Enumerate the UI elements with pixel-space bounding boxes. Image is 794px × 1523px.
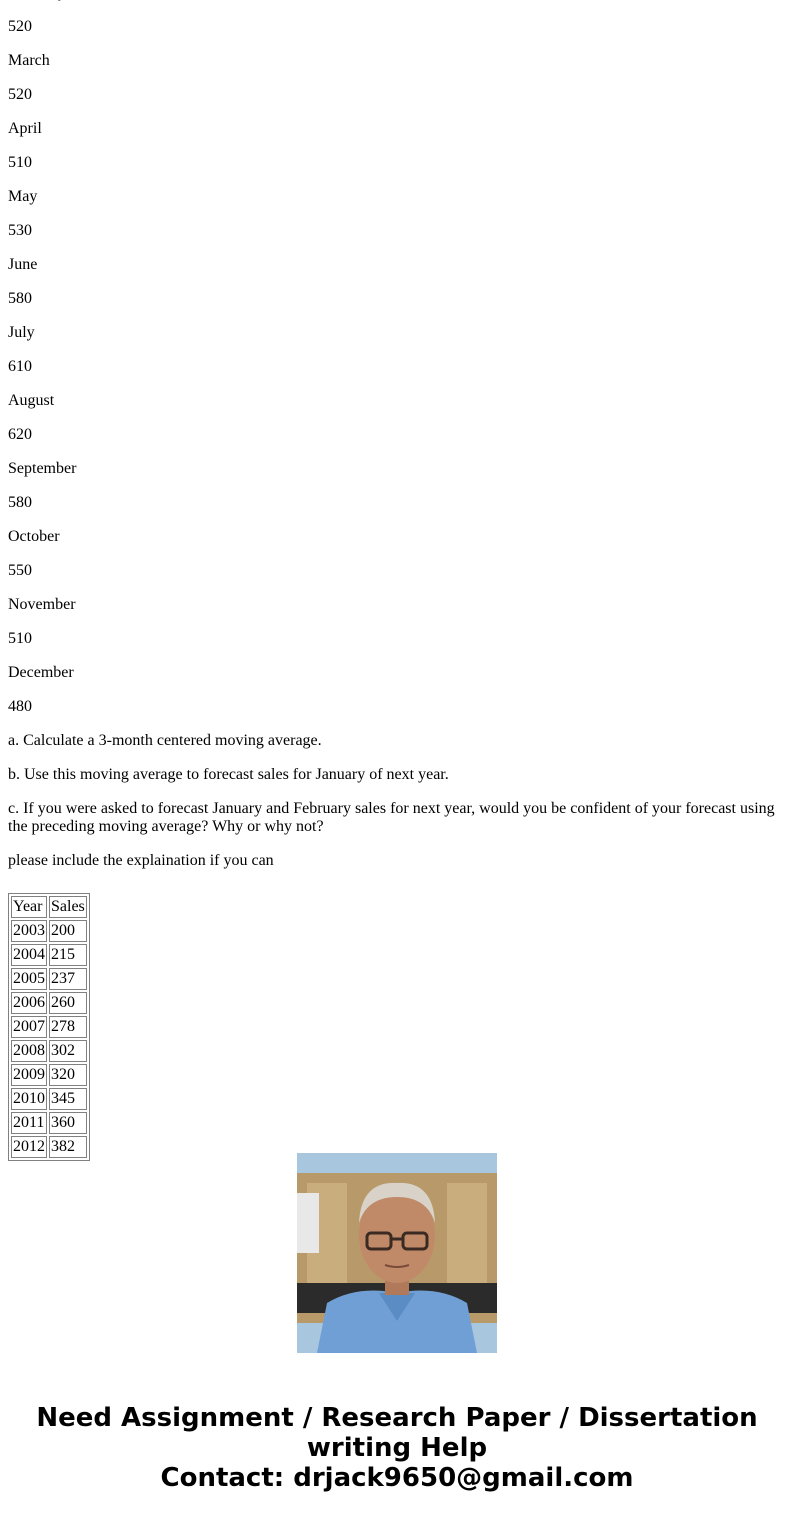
header-year: Year xyxy=(11,896,47,918)
table-row xyxy=(11,944,87,966)
month-label: November xyxy=(8,596,76,613)
sales-cell: 200 xyxy=(49,920,87,942)
avatar xyxy=(297,1153,497,1353)
contact-email[interactable]: Contact: drjack9650@gmail.com xyxy=(160,1463,634,1493)
sales-table xyxy=(8,893,90,1161)
year-cell: 2009 xyxy=(11,1064,47,1086)
sales-table-container xyxy=(8,893,90,1155)
question-a: a. Calculate a 3-month centered moving average. xyxy=(8,732,322,749)
table-row xyxy=(11,1088,87,1110)
sales-value: 610 xyxy=(8,358,32,375)
explanation-note: please include the explaination if you can xyxy=(8,852,274,869)
sales-cell: 345 xyxy=(49,1088,87,1110)
year-cell: 2011 xyxy=(11,1112,47,1134)
promo-section xyxy=(0,1153,794,1493)
month-label: August xyxy=(8,392,55,409)
sales-value: 580 xyxy=(8,494,32,511)
table-row xyxy=(11,1064,87,1086)
year-cell: 2012 xyxy=(11,1136,47,1158)
year-cell: 2010 xyxy=(11,1088,47,1110)
year-cell: 2005 xyxy=(11,968,47,990)
sales-value: 520 xyxy=(8,18,32,35)
document-body xyxy=(8,0,786,886)
table-row xyxy=(11,968,87,990)
month-label xyxy=(8,0,786,2)
sales-cell: 278 xyxy=(49,1016,87,1038)
promo-headline: Need Assignment / Research Paper / Dissertation writing Help xyxy=(36,1403,758,1463)
sales-cell: 237 xyxy=(49,968,87,990)
month-label: June xyxy=(8,256,38,273)
sales-value: 620 xyxy=(8,426,32,443)
year-cell: 2003 xyxy=(11,920,47,942)
person-photo-icon xyxy=(297,1153,497,1353)
promo-message xyxy=(0,1403,794,1493)
month-label: March xyxy=(8,52,50,69)
table-row xyxy=(11,1040,87,1062)
sales-cell: 382 xyxy=(49,1136,87,1158)
sales-value: 580 xyxy=(8,290,32,307)
question-c: c. If you were asked to forecast January and February sales for next year, would you be confident of your forecast using the preceding moving average? Why or why not? xyxy=(8,800,775,835)
month-label: May xyxy=(8,188,38,205)
year-cell: 2006 xyxy=(11,992,47,1014)
sales-value: 550 xyxy=(8,562,32,579)
month-label: July xyxy=(8,324,35,341)
month-label: September xyxy=(8,460,77,477)
table-row xyxy=(11,1112,87,1134)
table-row xyxy=(11,920,87,942)
sales-value: 510 xyxy=(8,154,32,171)
table-header-row xyxy=(11,896,87,918)
sales-cell: 320 xyxy=(49,1064,87,1086)
header-sales: Sales xyxy=(49,896,87,918)
sales-cell: 302 xyxy=(49,1040,87,1062)
sales-value: 530 xyxy=(8,222,32,239)
sales-value: 480 xyxy=(8,698,32,715)
month-label: April xyxy=(8,120,42,137)
table-row xyxy=(11,992,87,1014)
sales-cell: 260 xyxy=(49,992,87,1014)
sales-cell: 215 xyxy=(49,944,87,966)
year-cell: 2008 xyxy=(11,1040,47,1062)
year-cell: 2007 xyxy=(11,1016,47,1038)
month-label: October xyxy=(8,528,60,545)
sales-cell: 360 xyxy=(49,1112,87,1134)
year-cell: 2004 xyxy=(11,944,47,966)
question-b: b. Use this moving average to forecast sales for January of next year. xyxy=(8,766,449,783)
sales-value: 510 xyxy=(8,630,32,647)
table-row xyxy=(11,1016,87,1038)
sales-value: 520 xyxy=(8,86,32,103)
month-label: December xyxy=(8,664,74,681)
